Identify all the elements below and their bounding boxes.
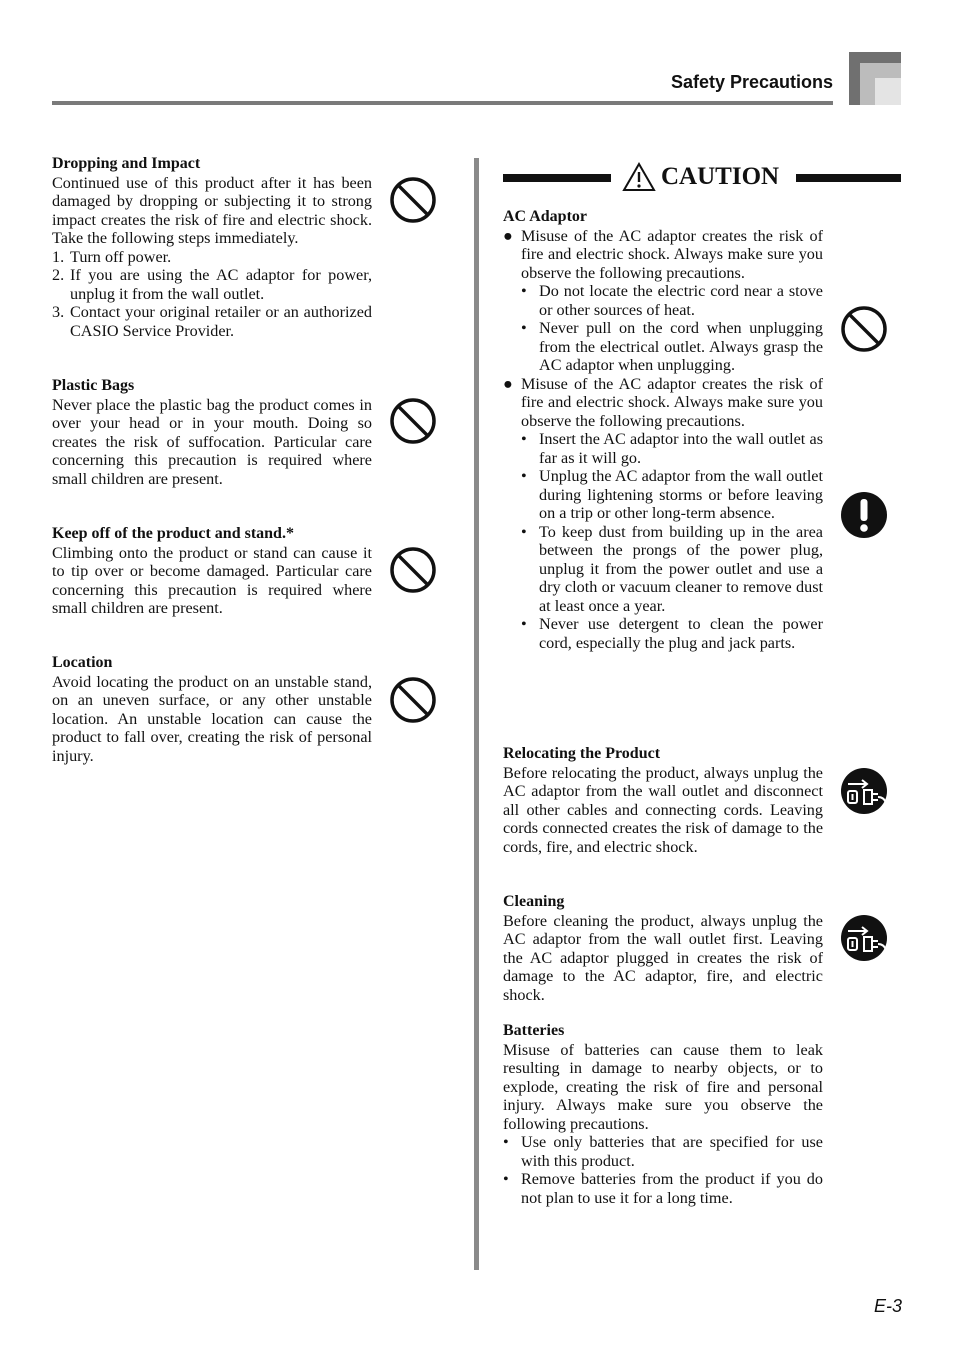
section-body: Continued use of this product after it has been damaged by dropping or subjecting it to strong impact creates the risk of fire and electric shock. Take the following steps immediately.: [52, 173, 372, 247]
section-heading: AC Adaptor: [503, 208, 588, 225]
sub-list: [521, 282, 823, 375]
list-item: • Remove batteries from the product if you do not plan to use it for a long time.: [503, 1170, 823, 1207]
unplug-icon: [840, 914, 888, 962]
section-dropping-impact: [52, 155, 372, 340]
section-plastic-bags: [52, 377, 372, 488]
section-heading: Plastic Bags: [52, 377, 135, 394]
steps-list: [52, 248, 372, 341]
mandatory-exclamation-icon: [840, 491, 888, 539]
section-body: Avoid locating the product on an unstable stand, on an uneven surface, or any other unstable location. An unstable location can cause the product to fall over, creating the risk of personal injury.: [52, 672, 372, 765]
section-relocating: [503, 745, 823, 856]
section-batteries: [503, 1022, 823, 1207]
unplug-icon: [840, 767, 888, 815]
section-heading: Relocating the Product: [503, 745, 661, 762]
section-heading: Keep off of the product and stand.*: [52, 525, 294, 542]
list-item: 1. Turn off power.: [52, 247, 172, 266]
list-item: • Insert the AC adaptor into the wall outlet as far as it will go.: [521, 430, 823, 467]
list-item: 2. If you are using the AC adaptor for power, unplug it from the wall outlet.: [52, 266, 372, 303]
caution-title: CAUTION: [661, 163, 780, 190]
section-heading: Dropping and Impact: [52, 155, 201, 172]
header-rule: [52, 101, 833, 105]
caution-bar-right: [796, 174, 901, 182]
prohibited-icon: [840, 305, 888, 353]
prohibited-icon: [389, 397, 437, 445]
section-heading: Location: [52, 654, 113, 671]
list-item: • Unplug the AC adaptor from the wall outlet during lightening storms or before leaving on a trip or other long-term absence.: [521, 467, 823, 522]
page-number: E-3: [873, 1296, 902, 1316]
list-item: • Never pull on the cord when unplugging from the electrical outlet. Always grasp the AC adaptor when unplugging.: [521, 319, 823, 374]
section-body: Misuse of batteries can cause them to leak resulting in damage to nearby objects, or to explode, creating the risk of fire and personal injury. Always make sure you observe the following precautions.: [503, 1040, 823, 1133]
column-divider: [474, 158, 479, 1270]
prohibited-icon: [389, 176, 437, 224]
section-body: Never place the plastic bag the product comes in over your head or in your mouth. Doing so creates the risk of suffocation. Particular care concerning this precaution is required where small children are present.: [52, 395, 372, 488]
caution-triangle-icon: [622, 162, 656, 192]
section-location: [52, 654, 372, 765]
section-body: Before cleaning the product, always unplug the AC adaptor from the wall outlet first. Leaving the AC adaptor plugged in creates the risk of damage to the AC adaptor, fire, and electric shock.: [503, 911, 823, 1004]
list-item: • To keep dust from building up in the area between the prongs of the power plug, unplug it from the power outlet and use a dry cloth or vacuum cleaner to remove dust at least once a year.: [521, 522, 823, 615]
list-item: ● Misuse of the AC adaptor creates the risk of fire and electric shock. Always make sure you observe the following precautions. • Do not locate the electric cord near a stove or other sources of heat. • Never pull on the cord when unplugging from the electrical outlet. Always grasp the AC adaptor when unplugging.: [503, 226, 823, 374]
list-item: • Never use detergent to clean the power cord, especially the plug and jack parts.: [521, 615, 823, 652]
caution-bar-left: [503, 174, 611, 182]
section-keep-off: [52, 525, 372, 618]
section-heading: Cleaning: [503, 893, 565, 910]
sub-list: [521, 430, 823, 652]
section-body: Before relocating the product, always unplug the AC adaptor from the wall outlet and disconnect all other cables and connecting cords. Leaving cords connected creates the risk of damage to the cords, fire, and electric shock.: [503, 763, 823, 856]
section-ac-adaptor: [503, 208, 823, 652]
section-heading: Batteries: [503, 1022, 565, 1039]
section-body: Climbing onto the product or stand can cause it to tip over or become damaged. Particular care concerning this precaution is required where small children are present.: [52, 543, 372, 617]
list-item: 3. Contact your original retailer or an authorized CASIO Service Provider.: [52, 303, 372, 340]
corner-tab-decoration-light: [875, 78, 901, 105]
prohibited-icon: [389, 676, 437, 724]
prohibited-icon: [389, 546, 437, 594]
list-item: • Use only batteries that are specified for use with this product.: [503, 1133, 823, 1170]
list-item: • Do not locate the electric cord near a stove or other sources of heat.: [521, 282, 823, 319]
batteries-list: [503, 1133, 823, 1207]
page-header-title: Safety Precautions: [670, 72, 833, 92]
list-item: ● Misuse of the AC adaptor creates the risk of fire and electric shock. Always make sure you observe the following precautions. • Insert the AC adaptor into the wall outlet as far as it will go. • Unplug the AC adaptor from the wall outlet during lightening storms or before leaving on a trip or other long-term absence. • To keep dust from building up in the area between the prongs of the power plug, unplug it from the power outlet and use a dry cloth or vacuum cleaner to remove dust at least once a year. • Never use detergent to clean the power cord, especially the plug and jack parts.: [503, 374, 823, 652]
section-cleaning: [503, 893, 823, 1004]
ac-adaptor-group: [503, 227, 823, 653]
